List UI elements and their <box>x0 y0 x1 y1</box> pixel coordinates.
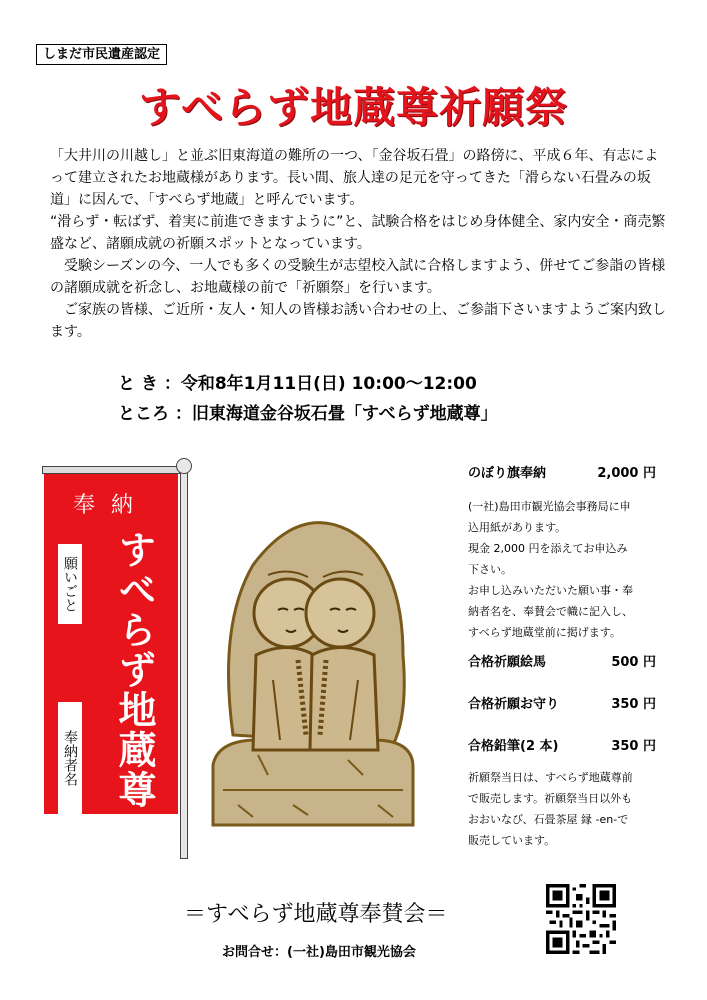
nobori-flag-illustration <box>40 458 190 858</box>
intro-paragraph: 受験シーズンの今、一人でも多くの受験生が志望校入試に合格しますよう、併せてご参詣の皆様の諸願成就を祈念し、お地蔵様の前で「祈願祭」を行います。 <box>50 258 666 296</box>
item-price: 350 円 <box>611 697 656 712</box>
note-line: で販売します。祈願祭当日以外も <box>468 792 633 805</box>
qr-code[interactable] <box>546 884 616 954</box>
item-row <box>468 735 678 759</box>
flag-pole-cap <box>176 458 192 474</box>
page-title: すべらず地蔵尊祈願祭 <box>138 83 569 132</box>
event-date: と き ：令和8年1月11日(日) 10:00～12:00 <box>118 374 477 394</box>
heritage-badge: しまだ市民遺産認定 <box>36 44 167 65</box>
intro-paragraph: 「大井川の川越し」と並ぶ旧東海道の難所の一つ、「金谷坂石畳」の路傍に、平成６年、有志によって建立されたお地蔵様があります。長い間、旅人達の足元を守ってきた「滑らない石畳みの坂道」に因んで、「すべらず地蔵」と呼んでいます。 <box>50 148 659 208</box>
item-price: 350 円 <box>611 739 656 754</box>
jizo-statue-illustration <box>198 505 428 835</box>
flag-pole <box>180 472 188 859</box>
note-line: (一社)島田市観光協会事務局に申 <box>468 500 631 513</box>
flag-crossbar <box>42 466 180 474</box>
note-line: 現金 2,000 円を添えてお申込み <box>468 542 628 555</box>
note-line: すべらず地蔵堂前に掲げます。 <box>468 626 621 639</box>
banner-wish-box: 願いごと <box>58 544 82 624</box>
sales-note <box>468 767 678 851</box>
banner-name-text: すべらず地蔵尊 <box>112 530 157 810</box>
item-price: 500 円 <box>611 655 656 670</box>
item-label: 合格祈願絵馬 <box>468 655 547 670</box>
item-row <box>468 693 678 717</box>
item-row <box>468 651 678 675</box>
note-line: 販売しています。 <box>468 834 556 847</box>
note-line: 祈願祭当日は、すべらず地蔵尊前 <box>468 771 633 784</box>
banner-offering-text: 奉納 <box>72 493 149 518</box>
contact-info: お問合せ：(一社)島田市観光協会 <box>222 945 416 960</box>
organizer-name: ＝すべらず地蔵尊奉賛会＝ <box>184 902 448 927</box>
flag-banner <box>44 474 178 814</box>
flag-offering-row <box>468 462 678 486</box>
flag-offering-note <box>468 496 678 643</box>
note-line: お申し込みいただいた願い事・奉 <box>468 584 633 597</box>
item-label: 合格祈願お守り <box>468 697 560 712</box>
flag-offering-price: 2,000 円 <box>597 466 656 481</box>
intro-paragraph: ご家族の皆様、ご近所・友人・知人の皆様お誘い合わせの上、ご参詣下さいますようご案内致します。 <box>50 302 666 340</box>
note-line: おおいなび、石畳茶屋 縁 -en-で <box>468 813 629 826</box>
note-line: 込用紙があります。 <box>468 521 567 534</box>
item-label: 合格鉛筆(2 本) <box>468 739 559 754</box>
event-location: ところ ：旧東海道金谷坂石畳「すべらず地蔵尊」 <box>118 404 498 424</box>
intro-paragraph: “滑らず・転ばず、着実に前進できますように”と、試験合格をはじめ身体健全、家内安全・商売繁盛など、諸願成就の祈願スポットとなっています。 <box>50 214 666 252</box>
intro-text <box>50 145 670 343</box>
note-line: 下さい。 <box>468 563 512 576</box>
flag-offering-label: のぼり旗奉納 <box>468 466 547 481</box>
banner-donor-box: 奉納者名 <box>58 702 82 814</box>
offerings-panel <box>468 462 678 851</box>
note-line: 納者名を、奉賛会で幟に記入し、 <box>468 605 633 618</box>
